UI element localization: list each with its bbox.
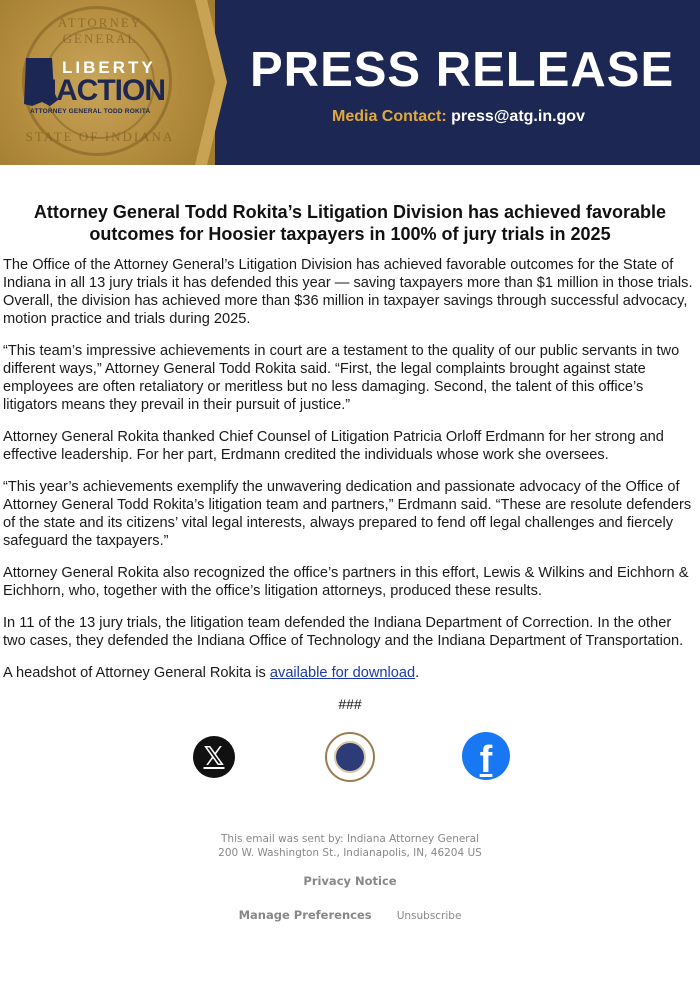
seal-top-text: ATTORNEY GENERAL (57, 15, 143, 46)
media-contact (332, 108, 585, 126)
seal-icon[interactable] (325, 732, 375, 782)
x-icon[interactable]: 𝕏 (193, 736, 235, 778)
banner-chevron (195, 0, 235, 165)
footer-sent-by: This email was sent by: Indiana Attorney General (221, 833, 479, 845)
privacy-notice-link[interactable]: Privacy Notice (303, 874, 397, 888)
social-links (0, 732, 700, 796)
paragraph: “This year’s achievements exemplify the unwavering dedication and passionate advocacy of the Office of Attorney General Todd Rokita’s litigation team and partners,” Erdmann said. “These are resolute defenders of the state and its citizens’ vital legal interests, always prepared to fend off legal challenges and fiercely safeguard the taxpayers.” (3, 479, 692, 549)
end-marker: ### (338, 696, 362, 712)
paragraph: “This team’s impressive achievements in court are a testament to the quality of our public servants in two different ways,” Attorney General Todd Rokita said. “First, the legal complaints brought against state employees are often retaliatory or meritless but no less damaging. Second, the talent of this office’s litigators means they prevail in their pursuit of justice.” (3, 343, 680, 413)
paragraph: Attorney General Rokita thanked Chief Counsel of Litigation Patricia Orloff Erdmann for her strong and effective leadership. For her part, Erdmann credited the individuals whose work she oversees. (3, 429, 664, 463)
paragraph: The Office of the Attorney General’s Litigation Division has achieved favorable outcomes for the State of Indiana in all 13 jury trials it has defended this year — saving taxpayers more than $1 million in those trials. Overall, the division has achieved more than $36 million in taxpayer savings through successful advocacy, motion practice and trials during 2025. (3, 257, 693, 327)
headshot-text: A headshot of Attorney General Rokita is (3, 665, 270, 681)
logo-inaction-text (28, 74, 165, 108)
logo-in-text: IN (28, 74, 56, 107)
media-contact-label: Media Contact: (332, 108, 447, 125)
download-link[interactable]: available for download (269, 665, 416, 681)
press-release-title: PRESS RELEASE (250, 43, 675, 97)
logo-action-text: ACTION (56, 74, 165, 107)
footer-sender (0, 832, 700, 860)
article-body (0, 256, 700, 682)
headshot-paragraph (3, 664, 697, 682)
manage-preferences-link[interactable]: Manage Preferences (238, 908, 372, 922)
facebook-icon[interactable]: f (462, 732, 510, 780)
paragraph: Attorney General Rokita also recognized the office’s partners in this effort, Lewis & Wilkins and Eichhorn & Eichhorn, who, together with the office’s litigation attorneys, produced these results. (3, 565, 689, 599)
headshot-suffix: . (415, 665, 420, 681)
paragraph: In 11 of the 13 jury trials, the litigation team defended the Indiana Department of Correction. In the other two cases, they defended the Indiana Office of Technology and the Indiana Department of Transportation. (3, 615, 684, 649)
press-release-banner (0, 0, 700, 165)
media-contact-email: press@atg.in.gov (451, 108, 585, 125)
banner-gold-panel (0, 0, 215, 165)
headline: Attorney General Todd Rokita’s Litigation Division has achieved favorable outcomes for Hoosier taxpayers in 100% of jury trials in 2025 (33, 202, 667, 244)
footer-preferences (0, 904, 700, 923)
logo-subtitle: ATTORNEY GENERAL TODD ROKITA (30, 108, 151, 115)
footer-address: 200 W. Washington St., Indianapolis, IN, 46204 US (218, 847, 482, 859)
unsubscribe-link[interactable]: Unsubscribe (396, 910, 462, 922)
seal-bottom-text: STATE OF INDIANA (25, 129, 175, 144)
seal-icon-inner (334, 741, 366, 773)
logo-liberty-text: LIBERTY (62, 58, 156, 77)
